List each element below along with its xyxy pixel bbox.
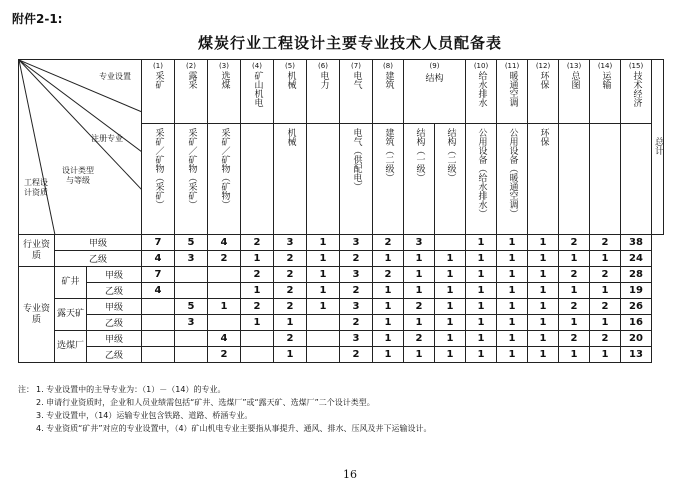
staffing-table [18, 59, 664, 363]
value-cell [241, 347, 274, 363]
total-cell: 26 [621, 299, 652, 315]
reg-cell-14 [590, 124, 621, 235]
reg-cell-9a: 结构（一级） [404, 124, 435, 235]
page-number: 16 [343, 468, 357, 481]
value-cell: 2 [340, 347, 373, 363]
value-cell: 1 [373, 299, 404, 315]
value-cell: 2 [241, 235, 274, 251]
value-cell: 2 [241, 267, 274, 283]
value-cell: 4 [142, 251, 175, 267]
value-cell: 1 [590, 251, 621, 267]
reg-cell-12: 环保 [528, 124, 559, 235]
value-cell: 1 [373, 251, 404, 267]
value-cell: 1 [528, 283, 559, 299]
reg-cell-15 [621, 124, 652, 235]
value-cell: 2 [274, 331, 307, 347]
spec-header-5: (5) 机械 [274, 60, 307, 124]
grade-label: 乙级 [87, 347, 142, 363]
value-cell: 1 [274, 347, 307, 363]
value-cell: 3 [340, 299, 373, 315]
total-cell: 28 [621, 267, 652, 283]
value-cell: 2 [274, 299, 307, 315]
value-cell: 1 [497, 267, 528, 283]
type-mine: 矿井 [55, 267, 87, 299]
table-row [19, 283, 664, 299]
value-cell: 1 [528, 267, 559, 283]
table-row [19, 251, 664, 267]
spec-header-7: (7) 电气 [340, 60, 373, 124]
value-cell [208, 283, 241, 299]
value-cell: 3 [340, 331, 373, 347]
reg-cell-13 [559, 124, 590, 235]
value-cell: 1 [466, 251, 497, 267]
table-row [19, 299, 664, 315]
value-cell: 2 [590, 299, 621, 315]
reg-cell-4 [241, 124, 274, 235]
value-cell: 2 [274, 283, 307, 299]
total-cell: 16 [621, 315, 652, 331]
group-industry: 行业资质 [19, 235, 55, 267]
value-cell: 2 [340, 283, 373, 299]
value-cell: 1 [466, 347, 497, 363]
grade-label: 乙级 [87, 283, 142, 299]
value-cell: 2 [340, 251, 373, 267]
value-cell: 1 [307, 267, 340, 283]
corner-registered-specialty: 注册专业 [91, 134, 123, 143]
reg-cell-8: 建筑（二级） [373, 124, 404, 235]
reg-cell-9b: 结构（二级） [435, 124, 466, 235]
value-cell: 1 [307, 283, 340, 299]
note-item: 2. 申请行业资质时，企业和人员业绩需包括“矿井、选煤厂”或“露天矿、选煤厂”二个设计类型。 [36, 398, 375, 407]
value-cell: 1 [590, 347, 621, 363]
document-title: 煤炭行业工程设计主要专业技术人员配备表 [197, 34, 502, 52]
table-row [19, 331, 664, 347]
total-cell: 19 [621, 283, 652, 299]
grade-label: 甲级 [87, 299, 142, 315]
value-cell [175, 267, 208, 283]
value-cell [142, 347, 175, 363]
value-cell [175, 283, 208, 299]
value-cell: 1 [528, 331, 559, 347]
group-specialty: 专业资质 [19, 267, 55, 363]
value-cell [175, 347, 208, 363]
spec-header-10: (10) 给水排水 [466, 60, 497, 124]
value-cell: 5 [175, 235, 208, 251]
value-cell: 2 [340, 315, 373, 331]
note-item: 4. 专业资质“矿井”对应的专业设置中，（4）矿山机电专业主要指从事提升、通风、排水、压风及井下运输设计。 [36, 424, 432, 433]
value-cell: 2 [241, 299, 274, 315]
value-cell: 1 [590, 315, 621, 331]
value-cell: 4 [208, 235, 241, 251]
value-cell: 1 [373, 283, 404, 299]
spec-header-11: (11) 暖通空调 [497, 60, 528, 124]
table-row [19, 347, 664, 363]
grade-label: 乙级 [87, 315, 142, 331]
spec-header-4: (4) 矿山机电 [241, 60, 274, 124]
reg-cell-10: 公用设备（给水排水） [466, 124, 497, 235]
value-cell: 1 [435, 347, 466, 363]
type-open-pit: 露天矿 [55, 299, 87, 331]
value-cell [435, 235, 466, 251]
value-cell: 2 [559, 235, 590, 251]
spec-header-2: (2) 露采 [175, 60, 208, 124]
corner-design-type-grade: 设计类型与等级 [62, 166, 94, 185]
value-cell: 2 [274, 267, 307, 283]
reg-cell-6 [307, 124, 340, 235]
total-cell: 13 [621, 347, 652, 363]
value-cell: 1 [466, 267, 497, 283]
value-cell: 3 [340, 267, 373, 283]
corner-qualification: 工程设计资质 [24, 178, 48, 197]
value-cell: 3 [340, 235, 373, 251]
value-cell: 1 [559, 251, 590, 267]
value-cell: 1 [435, 315, 466, 331]
value-cell: 1 [241, 251, 274, 267]
total-cell: 24 [621, 251, 652, 267]
value-cell: 1 [497, 235, 528, 251]
spec-header-9: (9) 结构 [404, 60, 466, 124]
reg-cell-1: 采矿／矿物（采矿） [142, 124, 175, 235]
value-cell: 1 [404, 283, 435, 299]
reg-cell-7: 电气（供配电） [340, 124, 373, 235]
total-header: 总计 [652, 60, 664, 235]
value-cell: 1 [208, 299, 241, 315]
grade-label: 甲级 [87, 331, 142, 347]
value-cell [175, 331, 208, 347]
value-cell [208, 315, 241, 331]
value-cell: 7 [142, 235, 175, 251]
value-cell: 1 [274, 315, 307, 331]
table-row [19, 267, 664, 283]
spec-header-15: (15) 技术经济 [621, 60, 652, 124]
value-cell: 3 [175, 251, 208, 267]
value-cell: 1 [307, 235, 340, 251]
table-row [19, 235, 664, 251]
value-cell: 1 [497, 347, 528, 363]
value-cell: 1 [435, 283, 466, 299]
value-cell: 2 [274, 251, 307, 267]
grade-label: 甲级 [55, 235, 142, 251]
value-cell: 1 [466, 283, 497, 299]
spec-header-12: (12) 环保 [528, 60, 559, 124]
value-cell: 1 [435, 331, 466, 347]
value-cell: 1 [466, 331, 497, 347]
value-cell: 1 [528, 235, 559, 251]
value-cell: 1 [307, 299, 340, 315]
value-cell: 2 [559, 267, 590, 283]
value-cell [208, 267, 241, 283]
value-cell: 1 [373, 315, 404, 331]
value-cell: 1 [404, 267, 435, 283]
value-cell [307, 315, 340, 331]
notes-label: 注： [18, 385, 34, 394]
note-item: 1. 专业设置中的主导专业为：（1）－（14）的专业。 [36, 385, 226, 394]
corner-diagonals [19, 60, 142, 235]
spec-header-3: (3) 选煤 [208, 60, 241, 124]
value-cell: 1 [497, 331, 528, 347]
total-cell: 38 [621, 235, 652, 251]
value-cell: 1 [404, 315, 435, 331]
type-prep-plant: 选煤厂 [55, 331, 87, 363]
value-cell: 1 [373, 347, 404, 363]
value-cell: 4 [142, 283, 175, 299]
value-cell: 1 [435, 267, 466, 283]
value-cell: 2 [590, 235, 621, 251]
value-cell [142, 315, 175, 331]
value-cell: 3 [404, 235, 435, 251]
value-cell: 1 [528, 299, 559, 315]
note-item: 3. 专业设置中，（14）运输专业包含铁路、道路、桥涵专业。 [36, 411, 253, 420]
value-cell: 1 [497, 251, 528, 267]
value-cell: 5 [175, 299, 208, 315]
total-cell: 20 [621, 331, 652, 347]
value-cell: 2 [404, 331, 435, 347]
value-cell: 1 [466, 299, 497, 315]
value-cell: 1 [241, 283, 274, 299]
value-cell: 1 [528, 315, 559, 331]
value-cell: 1 [404, 251, 435, 267]
value-cell: 1 [497, 283, 528, 299]
value-cell: 1 [528, 347, 559, 363]
value-cell: 1 [497, 315, 528, 331]
value-cell: 1 [373, 331, 404, 347]
value-cell: 1 [307, 251, 340, 267]
value-cell: 1 [435, 299, 466, 315]
value-cell: 2 [559, 331, 590, 347]
value-cell: 4 [208, 331, 241, 347]
value-cell: 1 [559, 347, 590, 363]
value-cell: 2 [559, 299, 590, 315]
value-cell [241, 331, 274, 347]
value-cell [142, 331, 175, 347]
value-cell: 1 [241, 315, 274, 331]
value-cell: 1 [528, 251, 559, 267]
corner-specialty-setting: 专业设置 [99, 72, 131, 81]
corner-header [19, 60, 142, 235]
grade-label: 乙级 [55, 251, 142, 267]
table-row [19, 315, 664, 331]
value-cell [307, 331, 340, 347]
value-cell: 1 [590, 283, 621, 299]
reg-cell-11: 公用设备（暖通空调） [497, 124, 528, 235]
value-cell: 1 [404, 347, 435, 363]
value-cell [142, 299, 175, 315]
value-cell [307, 347, 340, 363]
value-cell: 2 [208, 251, 241, 267]
notes [18, 383, 432, 435]
value-cell: 7 [142, 267, 175, 283]
spec-header-8: (8) 建筑 [373, 60, 404, 124]
grade-label: 甲级 [87, 267, 142, 283]
value-cell: 1 [435, 251, 466, 267]
value-cell: 3 [175, 315, 208, 331]
value-cell: 1 [559, 315, 590, 331]
value-cell: 1 [559, 283, 590, 299]
spec-header-1: (1) 采矿 [142, 60, 175, 124]
spec-header-13: (13) 总图 [559, 60, 590, 124]
reg-cell-2: 采矿／矿物（采矿） [175, 124, 208, 235]
value-cell: 2 [373, 235, 404, 251]
value-cell: 2 [590, 331, 621, 347]
value-cell: 1 [466, 315, 497, 331]
value-cell: 1 [497, 299, 528, 315]
value-cell: 2 [208, 347, 241, 363]
value-cell: 2 [373, 267, 404, 283]
spec-header-6: (6) 电力 [307, 60, 340, 124]
spec-header-14: (14) 运输 [590, 60, 621, 124]
attachment-label: 附件2-1: [12, 12, 63, 26]
value-cell: 2 [404, 299, 435, 315]
value-cell: 1 [466, 235, 497, 251]
reg-cell-3: 采矿／矿物（矿物） [208, 124, 241, 235]
value-cell: 2 [590, 267, 621, 283]
reg-cell-5: 机械 [274, 124, 307, 235]
value-cell: 3 [274, 235, 307, 251]
